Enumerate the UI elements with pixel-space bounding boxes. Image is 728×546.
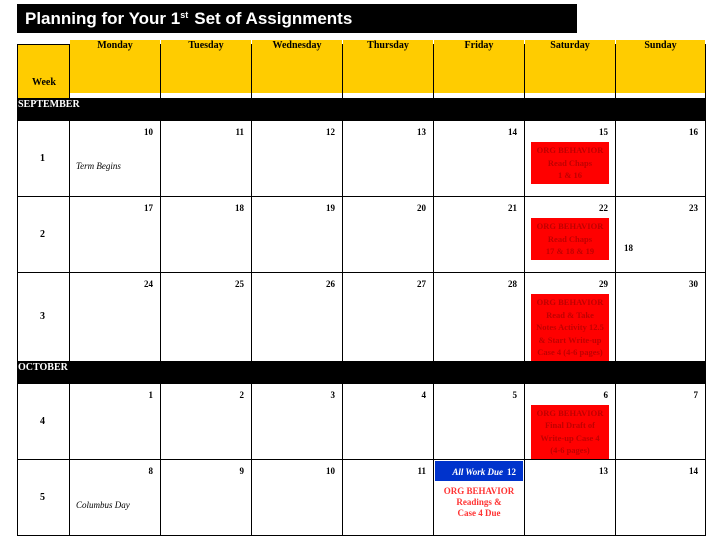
day-number: 8: [148, 465, 153, 476]
assignment-line: Case 4 (4-6 pages): [537, 347, 603, 357]
day-number: 10: [144, 127, 153, 137]
day-cell[interactable]: [252, 273, 343, 362]
day-cell[interactable]: [616, 273, 706, 362]
day-cell[interactable]: [525, 459, 616, 535]
day-cell[interactable]: [434, 121, 525, 197]
day-cell[interactable]: [161, 383, 252, 459]
title-rest: Set of Assignments: [194, 9, 353, 28]
day-number: 24: [144, 279, 153, 289]
day-number: 14: [508, 127, 517, 137]
day-number: 11: [235, 127, 244, 137]
week-row: [18, 459, 706, 535]
day-number: 4: [421, 389, 426, 400]
week-number: 2: [18, 197, 70, 273]
assignment-line: ORG BEHAVIOR: [536, 407, 604, 418]
day-cell[interactable]: [343, 459, 434, 535]
assignment-calendar: [17, 40, 706, 536]
assignment-line: ORG BEHAVIOR: [443, 485, 515, 496]
day-cell[interactable]: [252, 383, 343, 459]
overflow-text: 18: [624, 243, 633, 253]
day-number: 17: [144, 203, 153, 213]
day-number: 3: [330, 389, 335, 400]
day-cell[interactable]: [161, 121, 252, 197]
day-cell[interactable]: [70, 383, 161, 459]
day-number: 9: [239, 465, 244, 476]
day-number: 26: [326, 279, 335, 289]
day-number: 21: [508, 203, 517, 213]
assignment-line: (4-6 pages): [550, 445, 590, 455]
assignment-line: 17 & 18 & 19: [545, 246, 595, 256]
month-row-september: [18, 99, 706, 121]
day-cell[interactable]: [616, 459, 706, 535]
day-cell[interactable]: [252, 197, 343, 273]
assignment-line: Readings &: [456, 496, 502, 507]
week-row: [18, 121, 706, 197]
day-cell[interactable]: [616, 197, 706, 273]
assignment-text: [434, 482, 524, 519]
calendar-header-row: [18, 45, 706, 99]
day-number: 14: [689, 465, 698, 476]
day-header-tuesday: Tuesday: [161, 40, 252, 94]
day-cell[interactable]: [343, 197, 434, 273]
day-number: 13: [599, 465, 608, 476]
day-cell-due[interactable]: [434, 459, 525, 535]
month-label: OCTOBER: [18, 361, 706, 383]
day-number: 10: [326, 465, 335, 476]
day-number: 29: [599, 279, 608, 289]
day-number: 16: [689, 127, 698, 137]
day-header-wednesday: Wednesday: [252, 40, 343, 94]
day-cell[interactable]: [434, 383, 525, 459]
assignment-line: 1 & 16: [557, 170, 583, 180]
day-number: 23: [689, 203, 698, 213]
assignment-box: [531, 142, 609, 184]
day-number: 27: [417, 279, 426, 289]
day-number: 18: [235, 203, 244, 213]
day-cell[interactable]: [525, 273, 616, 362]
day-number: 1: [148, 389, 153, 400]
day-header-thursday: Thursday: [343, 40, 434, 94]
assignment-line: ORG BEHAVIOR: [536, 221, 604, 231]
day-cell[interactable]: [161, 197, 252, 273]
day-number: 7: [693, 389, 698, 400]
day-cell[interactable]: [161, 273, 252, 362]
day-cell[interactable]: [343, 383, 434, 459]
month-label: SEPTEMBER: [18, 99, 706, 121]
assignment-box: [531, 405, 609, 459]
due-label: All Work Due: [452, 466, 503, 477]
page-title: [17, 4, 577, 33]
assignment-line: Notes Activity 12.5: [536, 322, 604, 332]
day-cell[interactable]: [525, 383, 616, 459]
week-row: [18, 197, 706, 273]
week-number: 4: [18, 383, 70, 459]
day-cell[interactable]: [252, 459, 343, 535]
assignment-line: Case 4 Due: [457, 507, 501, 518]
assignment-line: Final Draft of: [544, 420, 596, 430]
week-row: [18, 383, 706, 459]
assignment-box: [531, 294, 609, 361]
day-number: 2: [239, 389, 244, 400]
day-number: 6: [603, 389, 608, 400]
day-number: 11: [417, 465, 426, 476]
week-number: 3: [18, 273, 70, 362]
day-cell[interactable]: [70, 121, 161, 197]
week-column-header: Week: [18, 45, 70, 99]
day-number: 28: [508, 279, 517, 289]
assignment-line: ORG BEHAVIOR: [536, 145, 604, 155]
day-note: Columbus Day: [76, 499, 130, 510]
day-header-sunday: Sunday: [616, 40, 706, 94]
week-number: 1: [18, 121, 70, 197]
week-number: 5: [18, 459, 70, 535]
title-superscript: st: [180, 10, 189, 20]
day-cell[interactable]: [343, 121, 434, 197]
day-cell[interactable]: [616, 121, 706, 197]
assignment-line: Read Chaps: [547, 233, 593, 244]
day-number: 15: [599, 127, 608, 137]
title-text: Planning for Your 1: [25, 9, 181, 28]
day-cell[interactable]: [70, 459, 161, 535]
assignment-line: Write-up Case 4: [540, 432, 600, 443]
day-cell[interactable]: [252, 121, 343, 197]
day-number: 30: [689, 279, 698, 289]
assignment-line: ORG BEHAVIOR: [536, 297, 604, 307]
assignment-box: [531, 218, 609, 260]
day-number: 5: [512, 389, 517, 400]
day-cell[interactable]: [161, 459, 252, 535]
assignment-line: & Start Write-up: [538, 334, 602, 345]
day-number: 13: [417, 127, 426, 137]
day-cell[interactable]: [70, 197, 161, 273]
day-note: Term Begins: [76, 161, 121, 171]
day-number: 12: [326, 127, 335, 137]
day-header-monday: Monday: [70, 40, 161, 94]
day-number: 20: [417, 203, 426, 213]
week-row: [18, 273, 706, 362]
day-cell[interactable]: [434, 273, 525, 362]
day-number: 19: [326, 203, 335, 213]
day-cell[interactable]: [525, 121, 616, 197]
day-cell[interactable]: [525, 197, 633, 273]
day-number: 25: [235, 279, 244, 289]
day-header-friday: Friday: [434, 40, 525, 94]
month-row-october: [18, 361, 706, 383]
day-cell[interactable]: [434, 197, 525, 273]
due-banner: [435, 461, 523, 481]
assignment-line: Read Chaps: [547, 157, 593, 168]
day-number: 22: [599, 203, 608, 213]
day-cell[interactable]: [616, 383, 706, 459]
day-header-saturday: Saturday: [525, 40, 616, 94]
day-cell[interactable]: [70, 273, 161, 362]
day-cell[interactable]: [343, 273, 434, 362]
day-number: 12: [507, 466, 516, 477]
assignment-line: Read & Take: [546, 309, 594, 320]
